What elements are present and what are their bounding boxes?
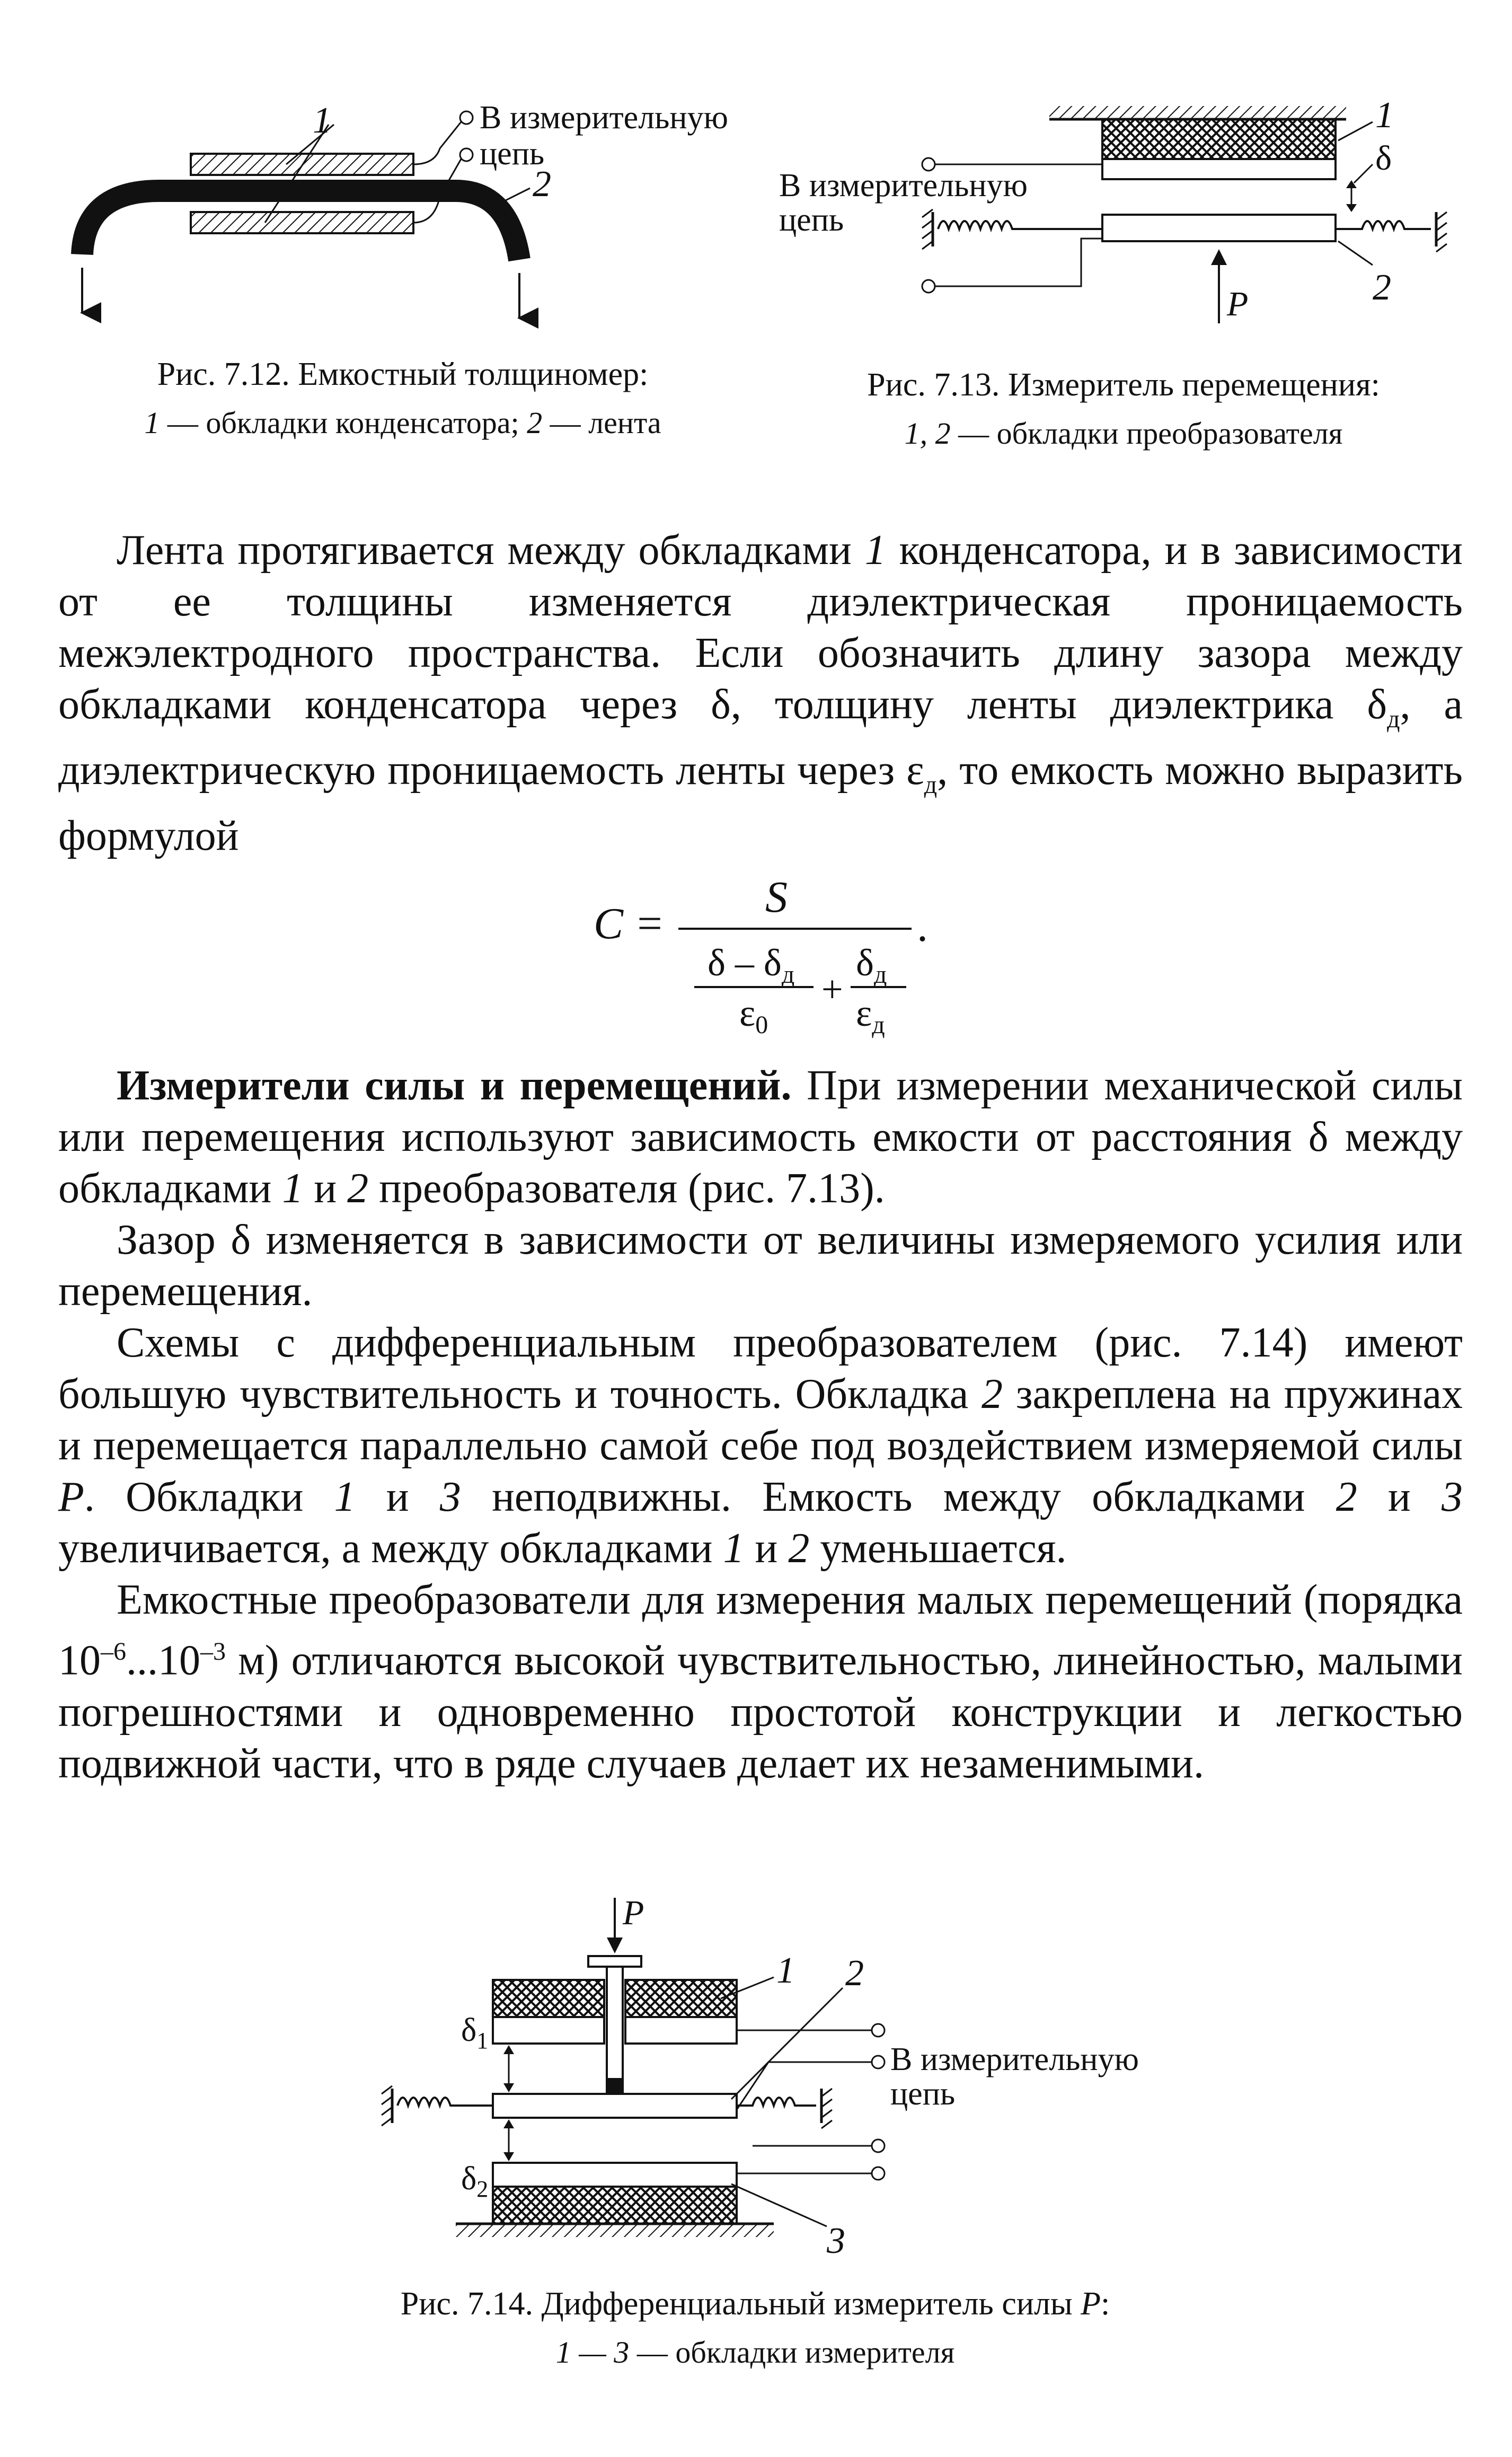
figure-7-14 <box>350 1887 1251 2290</box>
label-1: 1 <box>1375 95 1394 136</box>
formula-lhs: C = <box>594 899 665 948</box>
plate-1-block-left <box>493 1980 604 2017</box>
formula-term1-num: δ – δд <box>708 941 795 989</box>
caption-7-12-legend: 1 — обкладки конденсатора; 2 — лента <box>144 406 661 440</box>
caption-7-14-title: Рис. 7.14. Дифференциальный измеритель силы P: <box>400 2286 1110 2322</box>
formula-term1-den: ε0 <box>739 992 768 1039</box>
leader-2 <box>1338 241 1373 265</box>
paragraph-2 <box>58 1060 1463 1214</box>
label-3: 3 <box>827 2221 845 2261</box>
spring-left <box>938 221 1102 229</box>
output-label-line2: цепь <box>480 136 545 172</box>
text-segment: 3 <box>439 1474 461 1520</box>
plate-2 <box>1102 215 1336 241</box>
plate-3 <box>493 2163 737 2187</box>
label-2: 2 <box>845 1953 864 1994</box>
text-segment: , то емкость можно выразить формулой <box>58 747 1463 859</box>
text-segment: увеличивается, а между обкладками <box>58 1525 723 1572</box>
plate-2 <box>493 2094 737 2118</box>
text-segment: и <box>744 1525 789 1572</box>
spring-right <box>737 2098 816 2106</box>
ground-top-hatch <box>1049 106 1346 119</box>
label-P: P <box>1227 285 1249 323</box>
label-2: 2 <box>533 164 551 205</box>
formula-numerator: S <box>765 873 788 922</box>
label-delta2: $\delta_2$ <box>461 2161 489 2202</box>
text-segment: уменьшается. <box>809 1525 1067 1572</box>
text-segment: Измерители силы и перемещений. <box>117 1062 792 1109</box>
text-segment: При измерении механической силы или перемещения используют зависимость емкости от расстояния δ между обкладками <box>58 1062 1463 1212</box>
rod-cap <box>588 1956 641 1967</box>
figure-7-12 <box>53 90 795 355</box>
text-segment: Емкостные преобразователи для измерения малых перемещений (порядка 10 <box>58 1577 1463 1684</box>
wire-top <box>413 122 461 164</box>
rod <box>607 1967 623 2094</box>
text-segment: 2 <box>1336 1474 1357 1520</box>
text-segment: –3 <box>200 1637 226 1666</box>
plate-1-right <box>625 2017 737 2044</box>
paragraph-1 <box>58 525 1463 862</box>
formula-term2-num: δд <box>856 941 887 989</box>
paragraph-3 <box>58 1214 1463 1317</box>
text-segment: и <box>1357 1474 1442 1520</box>
formula-plus: + <box>821 968 843 1010</box>
text-segment: P <box>58 1474 84 1520</box>
wire-plate-2 <box>935 239 1102 286</box>
ground-bottom-hatch <box>456 2224 774 2237</box>
text-segment: неподвижны. Емкость между обкладками <box>461 1474 1336 1520</box>
text-segment: Схемы с дифференциальным преобразователем (рис. 7.14) имеют большую чувствительность и точность. Обкладка <box>58 1319 1463 1417</box>
output-label-line1: В измерительную <box>890 2041 1139 2077</box>
text-segment: . Обкладки <box>84 1474 334 1520</box>
capacitor-plate-bottom <box>191 212 413 233</box>
formula-term2-den: εд <box>856 992 885 1039</box>
text-segment: 1 <box>334 1474 356 1520</box>
caption-7-14 <box>159 2279 1351 2377</box>
caption-7-13-legend: 1, 2 — обкладки преобразователя <box>904 416 1343 451</box>
text-segment: Зазор δ изменяется в зависимости от величины измеряемого усилия или перемещения. <box>58 1217 1463 1315</box>
text-segment: 2 <box>347 1165 369 1212</box>
text-segment: 3 <box>1442 1474 1463 1520</box>
label-P: P <box>623 1894 644 1932</box>
plate-1-left <box>493 2017 604 2044</box>
text-segment: –6 <box>101 1637 126 1666</box>
text-segment: Лента протягивается между обкладками <box>117 527 865 574</box>
text-segment: и <box>303 1165 348 1212</box>
formula-end: . <box>917 902 928 951</box>
plate-1 <box>1102 159 1336 179</box>
caption-7-12-title: Рис. 7.12. Емкостный толщиномер: <box>157 356 649 392</box>
text-segment: д <box>924 771 938 799</box>
plate-3-block <box>493 2187 737 2224</box>
text-segment: 1 <box>864 527 886 574</box>
terminal-1 <box>872 2024 885 2037</box>
caption-7-13 <box>763 360 1484 458</box>
figure-7-13 <box>763 90 1505 355</box>
text-segment: м) отличаются высокой чувствительностью, линейностью, малыми погрешностями и одновременно простотой конструкции и легкостью подвижной части, что в ряде случаев делает их незаменимыми. <box>58 1637 1463 1787</box>
terminal-bottom <box>922 280 935 293</box>
caption-7-13-title: Рис. 7.13. Измеритель перемещения: <box>867 367 1380 403</box>
terminal-4 <box>872 2139 885 2152</box>
capacitance-formula <box>572 848 975 1039</box>
label-2: 2 <box>1373 267 1391 308</box>
terminal-bottom <box>460 148 473 161</box>
text-segment: 1 <box>723 1525 745 1572</box>
text-segment: д <box>1387 705 1400 733</box>
caption-7-12 <box>53 350 753 447</box>
spring-left <box>397 2098 493 2106</box>
text-segment: преобразователя (рис. 7.13). <box>368 1165 885 1212</box>
leader-delta <box>1354 164 1373 183</box>
paragraph-5 <box>58 1574 1463 1790</box>
wire-plate-2 <box>737 2062 872 2110</box>
paragraph-4 <box>58 1317 1463 1574</box>
output-label-line2: цепь <box>890 2076 956 2112</box>
text-segment: 1 <box>282 1165 304 1212</box>
text-segment: конденсатора, и в зависимости от ее толщины изменяется диэлектрическая проницаемость межэлектродного пространства. Если обозначить длину зазора между обкладками конденсатора через δ, толщину ленты диэлектрика δ <box>58 527 1463 728</box>
leader-1 <box>1338 122 1373 140</box>
plate-1-block <box>1102 119 1336 159</box>
label-delta1: $\delta_1$ <box>461 2012 489 2054</box>
leader-2 <box>731 1988 843 2099</box>
label-delta: δ <box>1375 139 1392 178</box>
label-1: 1 <box>776 1950 795 1991</box>
label-1: 1 <box>313 100 331 141</box>
output-label-line1: В измерительную <box>779 168 1028 204</box>
text-segment: ...10 <box>126 1637 200 1684</box>
terminal-3 <box>872 2167 885 2180</box>
spring-right <box>1336 221 1431 229</box>
plate-1-block-right <box>625 1980 737 2017</box>
rod-tip <box>607 2078 623 2094</box>
caption-7-14-legend: 1 — 3 — обкладки измерителя <box>555 2335 955 2370</box>
text-segment: 2 <box>788 1525 810 1572</box>
text-segment: , а диэлектрическую проницаемость ленты через ε <box>58 681 1463 794</box>
body-text-bottom <box>58 1060 1463 1790</box>
body-text-top <box>58 525 1463 862</box>
output-label-line1: В измерительную <box>480 100 728 136</box>
text-segment: закреплена на пружинах и перемещается параллельно самой себе под воздействием измеряемой силы <box>58 1371 1463 1469</box>
text-segment: и <box>355 1474 440 1520</box>
text-segment: 2 <box>982 1371 1003 1417</box>
output-label-line2: цепь <box>779 202 844 238</box>
terminal-top <box>460 111 473 124</box>
leader-3 <box>731 2184 827 2226</box>
terminal-2 <box>872 2056 885 2068</box>
